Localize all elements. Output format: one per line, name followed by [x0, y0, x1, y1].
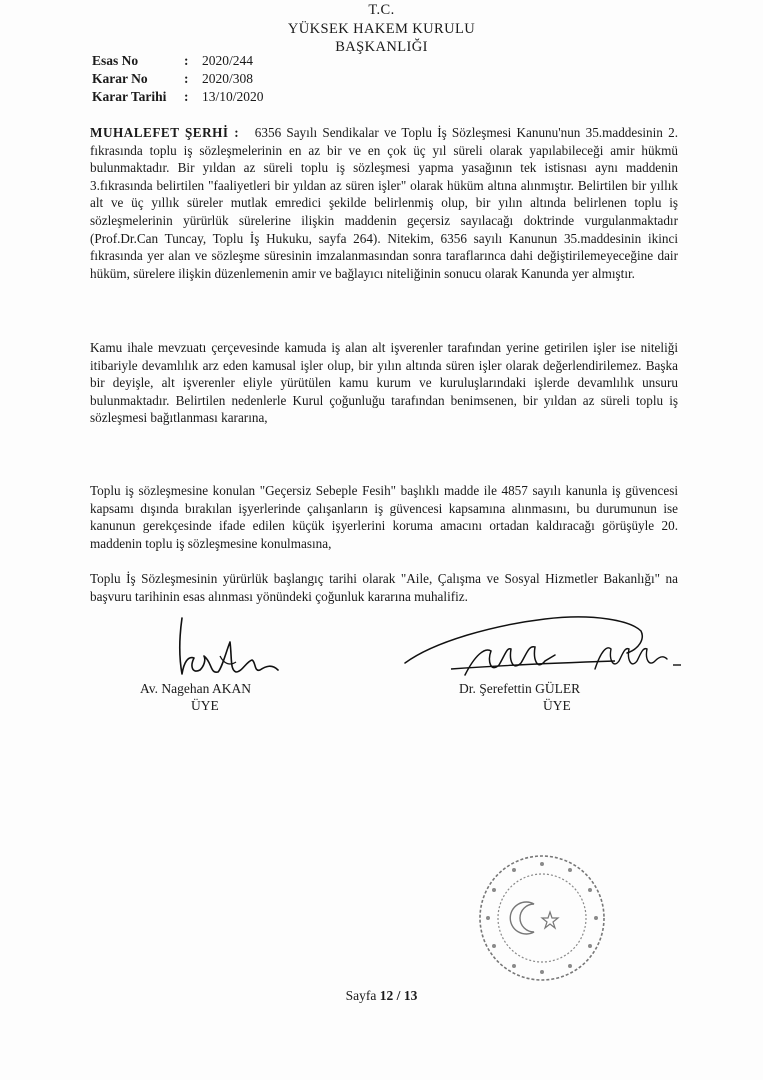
meta-karar-tarihi	[92, 89, 264, 105]
paragraph-dissent-4: Toplu İş Sözleşmesinin yürürlük başlangıç tarihi olarak "Aile, Çalışma ve Sosyal Hizmetler Bakanlığı" na başvuru tarihinin esas alınması yönündeki çoğunluk kararına muhalifiz.	[90, 571, 678, 604]
meta-value: 13/10/2020	[202, 89, 264, 104]
paragraph-dissent-3: Toplu iş sözleşmesine konulan "Geçersiz Sebeple Fesih" başlıklı madde ile 4857 sayılı kanunla iş güvencesi kapsamı dışında bırakılan işyerlerinde çalışanların iş güvencesi kapsamına alınmasını, bu durumunun ise kanunun gerekçesinde ifade edilen küçük işyerlerini koruma amacını ortadan kaldıracağı görüşüyle 20. maddenin toplu iş sözleşmesine konulmasına,	[90, 483, 678, 551]
header-tc: T.C.	[368, 2, 395, 18]
signature-role-guler: ÜYE	[543, 698, 571, 713]
signature-role-akan: ÜYE	[191, 698, 219, 713]
signature-guler-icon	[395, 585, 685, 695]
meta-label: Karar Tarihi	[92, 89, 167, 104]
paragraph-dissent-1	[90, 124, 678, 282]
page-total: 13	[403, 988, 418, 1003]
meta-esas-no	[92, 53, 253, 69]
meta-value: 2020/244	[202, 53, 254, 68]
page-current: 12	[379, 988, 394, 1003]
page-separator: /	[396, 988, 401, 1003]
meta-karar-no	[92, 71, 253, 87]
header-institution: YÜKSEK HAKEM KURULU	[287, 21, 476, 37]
meta-colon: :	[184, 53, 189, 68]
signature-akan-icon	[160, 612, 300, 692]
meta-label: Karar No	[92, 71, 148, 86]
header-department: BAŞKANLIĞI	[335, 39, 428, 55]
meta-colon: :	[184, 89, 189, 104]
page-number	[0, 988, 763, 1004]
page-label: Sayfa	[345, 988, 377, 1003]
paragraph-text: 6356 Sayılı Sendikalar ve Toplu İş Sözleşmesi Kanunu'nun 35.maddesinin 2. fıkrasında toplu iş sözleşmelerinin en az bir ve en çok üç yıl süreli olarak yapılabileceği amir hükmü bulunmaktadır. Bir yıldan az süreli toplu iş sözleşmesi yapma yasağının tek istisnası aynı maddenin 3.fıkrasında belirtilen "faaliyetleri bir yıldan az süren işler" olarak hüküm altına alınmıştır. Belirtilen bir yıllık alt ve üç yıllık süreler mutlak emredici şekilde belirlenmiş olup, bir yılın altında belirlenen toplu iş sözleşmelerinin yürürlük sürelerine ilişkin maddenin geçersiz sayılacağı doktrinde vurgulanmaktadır (Prof.Dr.Can Tuncay, Toplu İş Hukuku, sayfa 264). Nitekim, 6356 sayılı Kanunun 35.maddesinin ikinci fıkrasında yer alan ve sözleşme süresinin imzalanmasından sonra taraflarınca dahi değiştirilemeyeceğine dair hüküm, sürelere ilişkin düzenlemenin amir ve bağlayıcı niteliğinin sonucu olarak Kanunda yer almıştır.	[90, 125, 678, 281]
paragraph-dissent-2: Kamu ihale mevzuatı çerçevesinde kamuda iş alan alt işverenler tarafından yerine getirilen işler ise niteliği itibariyle devamlılık arz eden kamusal işler olup, bir yılın altında süren işler olarak değerlendirilemez. Başka bir deyişle, alt işverenler eliyle yürütülen kamu kurum ve kuruluşlarındaki işlerde devamlılık unsuru bulunmaktadır. Belirtilen nedenlerle Kurul çoğunluğu tarafından benimsenen, bir yıldan az süreli toplu iş sözleşmesi bağıtlanması kararına,	[90, 340, 678, 426]
meta-label: Esas No	[92, 53, 139, 68]
signature-name-guler: Dr. Şerefettin GÜLER	[459, 681, 581, 696]
official-seal-icon	[472, 848, 612, 988]
meta-value: 2020/308	[202, 71, 254, 86]
signature-name-akan: Av. Nagehan AKAN	[140, 681, 251, 696]
meta-colon: :	[184, 71, 189, 86]
dissent-heading: MUHALEFET ŞERHİ :	[90, 125, 240, 140]
